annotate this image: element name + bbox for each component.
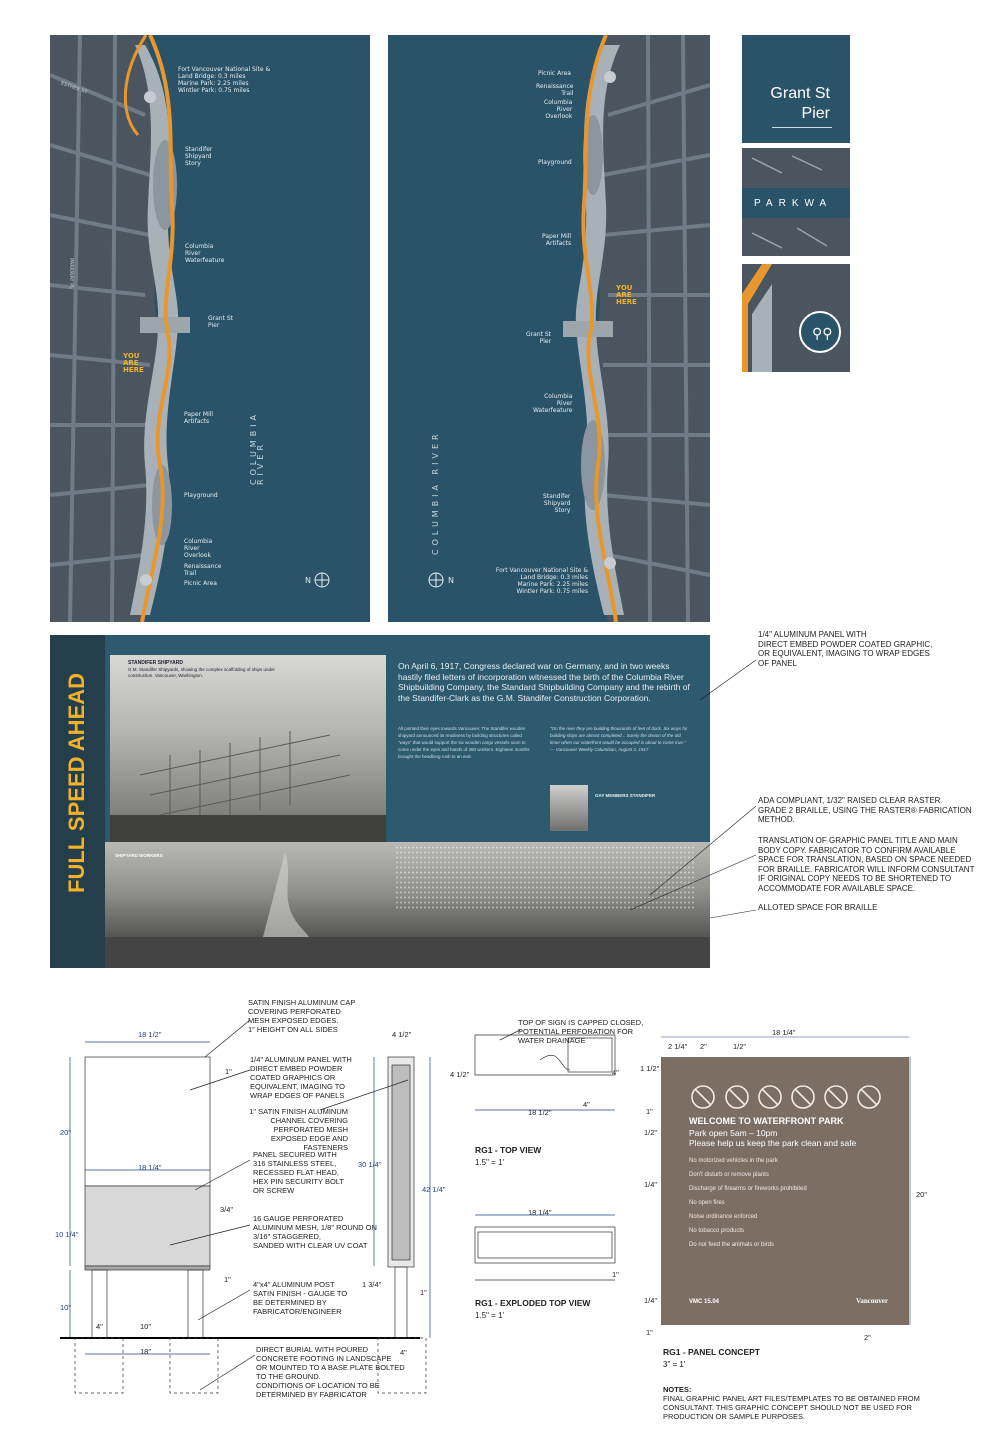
poi-standifer-right: Standifer Shipyard Story bbox=[543, 493, 571, 514]
tile-restroom bbox=[742, 264, 850, 372]
lower-caption-title: SHIPYARD WORKERS bbox=[115, 853, 163, 858]
concept-welcome: WELCOME TO WATERFRONT PARK bbox=[689, 1116, 844, 1126]
dim-concept-half: 1/2" bbox=[733, 1042, 747, 1051]
dim-concept-w: 18 1/4" bbox=[772, 1028, 796, 1037]
north-label-left: N bbox=[305, 576, 311, 585]
tile-grant-line1: Grant St bbox=[770, 85, 830, 102]
vertical-title: FULL SPEED AHEAD bbox=[64, 672, 89, 893]
poi-renaissance-left: Renaissance Trail bbox=[184, 563, 222, 577]
panel-col1: All pointed their eyes towards Vancouver. The Standifer wooden shipyard announced its readiness by building structures called "ways" that would support the six wooden cargo vessels soon to come under the eyes and hands of 450 workers. Eighteen months brought the headlong rush to an end. bbox=[398, 726, 530, 759]
dim-top-4a: 4" bbox=[612, 1068, 619, 1077]
rule-item: Discharge of firearms or fireworks prohibited bbox=[689, 1186, 807, 1192]
note-post: 4"x4" ALUMINUM POST SATIN FINISH - GAUGE TO BE DETERMINED BY FABRICATOR/ENGINEER bbox=[253, 1280, 348, 1316]
poi-standifer-left: Standifer Shipyard Story bbox=[185, 146, 213, 167]
panel-intro: On April 6, 1917, Congress declared war on Germany, and in two weeks hastily filed letters of incorporation witnessed the birth of the Columbia River Shipbuilding Company, the Standard Shipbuilding Company and the rebirth of the Standifer-Clark as the G.M. Standifer Construction Corporation. bbox=[398, 661, 690, 703]
callout-leaders bbox=[590, 640, 770, 920]
concept-keep-clean: Please help us keep the park clean and safe bbox=[689, 1138, 857, 1148]
map-left bbox=[50, 35, 370, 622]
poi-grant-left: Grant St Pier bbox=[208, 315, 234, 329]
note-mesh: 16 GAUGE PERFORATED ALUMINUM MESH, 1/8" ROUND ON 3/16" STAGGERED, SANDED WITH CLEAR UV COAT bbox=[253, 1214, 377, 1250]
dim-h10: 10" bbox=[60, 1303, 72, 1312]
footer-notes bbox=[663, 1385, 920, 1421]
poi-overlook-right: Columbia River Overlook bbox=[544, 99, 573, 120]
footer-notes-title: NOTES: bbox=[663, 1385, 692, 1394]
directions-left bbox=[178, 66, 288, 94]
poi-grant-right: Grant St Pier bbox=[526, 331, 552, 345]
dim-mesh-width: 18 1/4" bbox=[138, 1163, 162, 1172]
dim-concept-h: 20" bbox=[916, 1190, 928, 1199]
dim-side-h42: 42 1/4" bbox=[422, 1185, 446, 1194]
footer-note-line: CONSULTANT. THIS GRAPHIC CONCEPT SHOULD NOT BE USED FOR bbox=[663, 1403, 912, 1412]
rule-item: No motorized vehicles in the park bbox=[689, 1158, 778, 1164]
dim-top-w: 18 1/2" bbox=[528, 1108, 552, 1117]
dim-side-1: 1" bbox=[420, 1288, 427, 1297]
concept-logo: Vancouver bbox=[856, 1297, 889, 1305]
note-channel: 1" SATIN FINISH ALUMINUM CHANNEL COVERING PERFORATED MESH EXPOSED EDGE AND FASTENERS bbox=[249, 1107, 348, 1152]
dim-3q: 3/4" bbox=[220, 1205, 234, 1214]
dim-side-h30: 30 1/4" bbox=[358, 1160, 382, 1169]
dim-side-4: 4" bbox=[400, 1348, 407, 1357]
poi-waterfeature-left: Columbia River Waterfeature bbox=[185, 243, 225, 264]
svg-text:⚲⚲: ⚲⚲ bbox=[812, 326, 833, 342]
note-secured: PANEL SECURED WITH 316 STAINLESS STEEL, RECESSED FLAT HEAD, HEX PIN SECURITY BOLT OR SCREW bbox=[253, 1150, 344, 1195]
dim-concept-quarter: 1/4" bbox=[644, 1180, 658, 1189]
street-esther-left: ESTHER ST bbox=[59, 80, 88, 96]
rule-item: Noise ordinance enforced bbox=[689, 1214, 758, 1220]
map-right bbox=[388, 35, 710, 622]
dim-h20: 20" bbox=[60, 1128, 72, 1137]
dim-front-width: 18 1/2" bbox=[138, 1030, 162, 1039]
dim-concept-2: 2" bbox=[700, 1042, 707, 1051]
callout-aluminum: 1/4" ALUMINUM PANEL WITH DIRECT EMBED POWDER COATED GRAPHIC, OR EQUIVALENT, IMAGING TO WRAP EDGES OF PANEL bbox=[758, 630, 933, 668]
poi-playground-right: Playground bbox=[538, 159, 572, 166]
tile-parkway bbox=[742, 148, 850, 256]
dir-line: Fort Vancouver National Site & bbox=[178, 66, 271, 73]
note-burial: DIRECT BURIAL WITH POURED CONCRETE FOOTING IN LANDSCAPE OR MOUNTED TO A BASE PLATE BOLTED TO THE GROUND. CONDITIONS OF LOCATION TO BE DETERMINED BY FABRICATOR bbox=[256, 1345, 405, 1399]
tile-rule bbox=[772, 127, 832, 128]
dim-concept-1b: 1" bbox=[646, 1328, 653, 1337]
callout-ada: ADA COMPLIANT, 1/32" RAISED CLEAR RASTER GRADE 2 BRAILLE, USING THE RASTER® FABRICATION METHOD. bbox=[758, 796, 972, 824]
poi-renaissance-right: Renaissance Trail bbox=[536, 83, 574, 97]
river-label-right: COLUMBIA RIVER bbox=[431, 430, 440, 555]
dim-top-45: 4 1/2" bbox=[450, 1070, 470, 1079]
poi-papermill-right: Paper Mill Artifacts bbox=[542, 233, 572, 247]
shipyard-photo bbox=[110, 655, 386, 845]
dim-side-1-75: 1 3/4" bbox=[362, 1280, 382, 1289]
poi-picnic-right: Picnic Area bbox=[538, 70, 571, 77]
dim-top-1: 1" bbox=[225, 1067, 232, 1076]
tile-grant-title bbox=[742, 35, 850, 143]
poi-papermill-left: Paper Mill Artifacts bbox=[184, 411, 214, 425]
view-top-title: RG1 - TOP VIEW bbox=[475, 1145, 542, 1155]
tile-restroom-graphic bbox=[742, 264, 850, 372]
view-top-scale: 1.5" = 1' bbox=[475, 1158, 505, 1167]
rule-item: No tobacco products bbox=[689, 1228, 745, 1234]
footer-note-line: FINAL GRAPHIC PANEL ART FILES/TEMPLATES TO BE OBTAINED FROM bbox=[663, 1394, 920, 1403]
note-cap: SATIN FINISH ALUMINUM CAP COVERING PERFORATED MESH EXPOSED EDGES. 1" HEIGHT ON ALL SIDES bbox=[248, 998, 356, 1034]
dim-exploded-w: 18 1/4" bbox=[528, 1208, 552, 1217]
dim-concept-2b: 2" bbox=[864, 1333, 871, 1342]
photo-caption: G.M. Standifer Shipyards, showing the complex scaffolding of ships under construction. Vancouver, Washington. bbox=[128, 667, 275, 678]
dim-concept-1: 1" bbox=[646, 1107, 653, 1116]
concept-code: VMC 15.04 bbox=[689, 1299, 720, 1305]
dim-h10-25: 10 1/4" bbox=[55, 1230, 79, 1239]
photo-caption-title: STANDIFER SHIPYARD bbox=[128, 660, 184, 666]
dim-10b: 10" bbox=[140, 1322, 152, 1331]
dim-18: 18" bbox=[140, 1347, 152, 1356]
concept-hours: Park open 5am – 10pm bbox=[689, 1128, 778, 1138]
view-exploded-scale: 1.5" = 1' bbox=[475, 1311, 505, 1320]
poi-waterfeature-right: Columbia River Waterfeature bbox=[533, 393, 573, 414]
note-top-capped: TOP OF SIGN IS CAPPED CLOSED, POTENTIAL PERFORATION FOR WATER DRAINAGE bbox=[518, 1018, 644, 1045]
directions-right: Fort Vancouver National Site & Land Bridge: 0.3 miles Marine Park: 2.25 miles Wintler Park: 0.75 miles bbox=[495, 567, 588, 595]
poi-overlook-left: Columbia River Overlook bbox=[184, 538, 213, 559]
dim-4a: 4" bbox=[96, 1322, 103, 1331]
poi-playground-left: Playground bbox=[184, 492, 218, 499]
rule-item: Don't disturb or remove plants bbox=[689, 1172, 769, 1178]
north-label-right: N bbox=[448, 576, 454, 585]
poi-picnic-left: Picnic Area bbox=[184, 580, 217, 587]
dim-top-4b: 4" bbox=[583, 1100, 590, 1109]
tile-parkway-label: PARKWA bbox=[754, 198, 833, 209]
portrait-caption-title: GAY MEMBERS STANDIFER bbox=[595, 793, 656, 798]
rule-item: Do not feed the animals or birds bbox=[689, 1242, 775, 1248]
view-concept-title: RG1 - PANEL CONCEPT bbox=[663, 1347, 760, 1357]
panel-col2: "On the river they are building thousands of feet of dock. Six ways for building ships are almost completed... Surely the dream of the old timer when our waterfront would be occupied is about to come true." — Vancouver Weekly Columbian, August 2, 1917 bbox=[550, 726, 688, 752]
tile-grant-line2: Pier bbox=[801, 105, 830, 122]
portrait-photo bbox=[550, 785, 588, 831]
dim-exploded-1: 1" bbox=[612, 1270, 619, 1279]
view-exploded-title: RG1 - EXPLODED TOP VIEW bbox=[475, 1298, 591, 1308]
dim-concept-15: 1 1/2" bbox=[640, 1064, 660, 1073]
dim-concept-quarter-b: 1/4" bbox=[644, 1296, 658, 1305]
street-parkway-left: PARKWAY PL bbox=[67, 258, 74, 289]
dir-line: Land Bridge: 0.3 miles bbox=[178, 73, 246, 80]
footer-note-line: PRODUCTION OR SAMPLE PURPOSES. bbox=[663, 1412, 806, 1421]
callout-braille: ALLOTED SPACE FOR BRAILLE bbox=[758, 903, 878, 912]
note-panel: 1/4" ALUMINUM PANEL WITH DIRECT EMBED POWDER COATED GRAPHICS OR EQUIVALENT, IMAGING TO WRAP EDGES OF PANELS bbox=[250, 1055, 352, 1100]
dim-concept-half-b: 1/2" bbox=[644, 1128, 658, 1137]
dim-concept-225: 2 1/4" bbox=[668, 1042, 688, 1051]
view-concept-scale: 3" = 1' bbox=[663, 1360, 686, 1369]
callout-translation: TRANSLATION OF GRAPHIC PANEL TITLE AND MAIN BODY COPY. FABRICATOR TO CONFIRM AVAILABLE SPACE FOR TRANSLATION, BASED ON SPACE NEEDED FOR BRAILLE. FABRICATOR WILL INFORM CONSULTANT IF ORIGINAL COPY NEEDS TO BE SHORTENED TO ACCOMMODATE FOR AVAILABLE SPACE. bbox=[758, 836, 975, 893]
dim-1b: 1" bbox=[224, 1275, 231, 1284]
rule-item: No open fires bbox=[689, 1200, 725, 1206]
dim-side-w: 4 1/2" bbox=[392, 1030, 412, 1039]
you-are-here-left: YOU ARE HERE bbox=[123, 352, 144, 374]
you-are-here-right: YOU ARE HERE bbox=[616, 284, 637, 306]
dir-line: Wintler Park: 0.75 miles bbox=[178, 87, 250, 94]
dir-line: Marine Park: 2.25 miles bbox=[178, 80, 249, 87]
concept-dims bbox=[640, 1020, 940, 1350]
river-label-left: COLUMBIA RIVER bbox=[249, 410, 265, 485]
